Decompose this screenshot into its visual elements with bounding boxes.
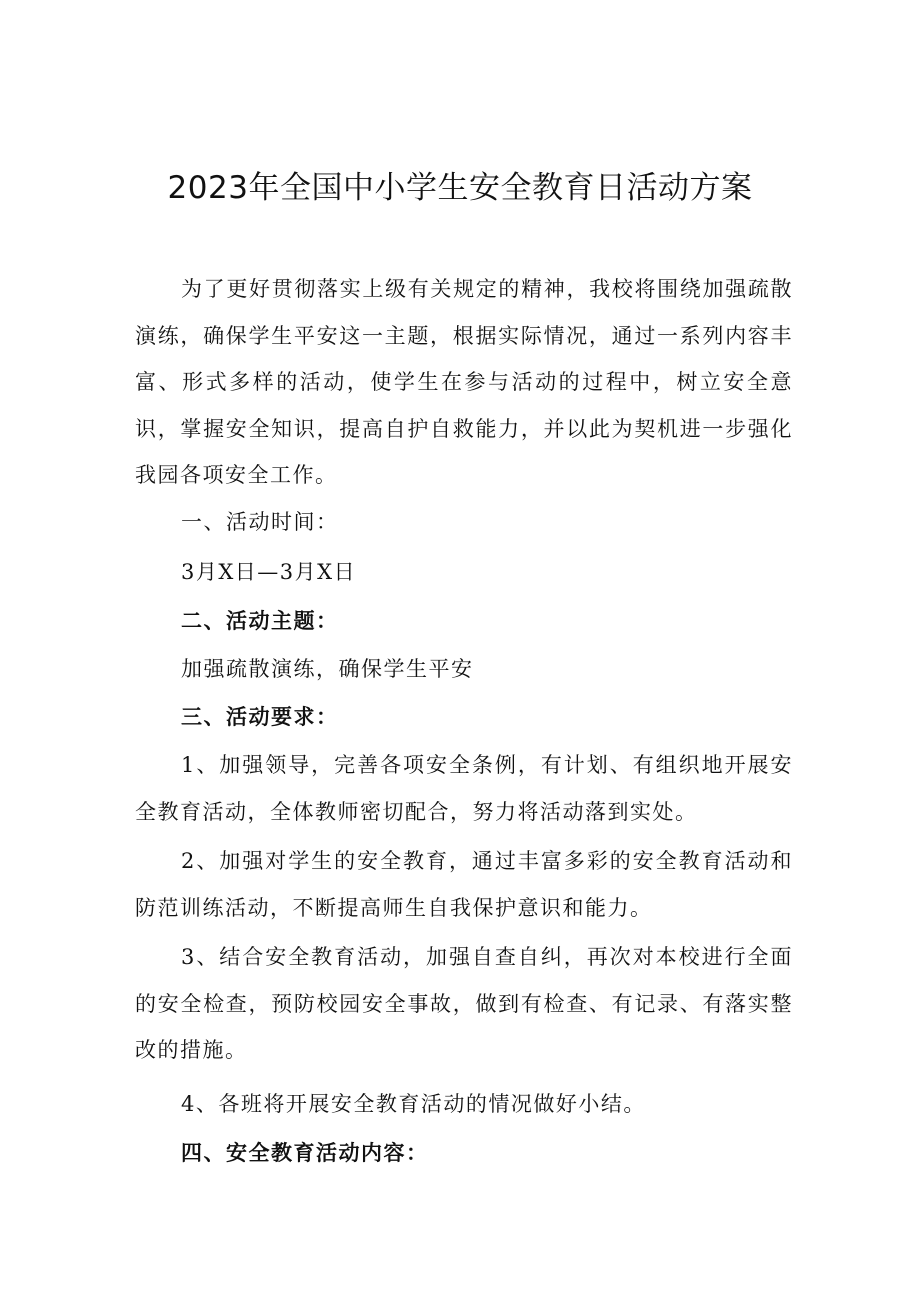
list-item: 4、各班将开展安全教育活动的情况做好小结。 [181,1092,646,1116]
list-item: 3、结合安全教育活动，加强自查自纠，再次对本校进行全面的安全检查，预防校园安全事故，做到有检查、有记录、有落实整改的措施。 [135,945,793,1062]
list-item: 2、加强对学生的安全教育，通过丰富多彩的安全教育活动和防范训练活动，不断提高师生自我保护意识和能力。 [135,849,793,920]
section2-heading: 二、活动主题： [181,609,339,633]
section3-heading: 三、活动要求： [181,705,339,729]
section1-heading: 一、活动时间： [181,510,339,534]
section1-content: 3月X日—3月X日 [181,560,357,584]
list-item: 1、加强领导，完善各项安全条例，有计划、有组织地开展安全教育活动，全体教师密切配合，努力将活动落到实处。 [135,753,793,824]
intro-paragraph: 为了更好贯彻落实上级有关规定的精神，我校将围绕加强疏散演练，确保学生平安这一主题，根据实际情况，通过一系列内容丰富、形式多样的活动，使学生在参与活动的过程中，树立安全意识，掌握安全知识，提高自护自救能力，并以此为契机进一步强化我园各项安全工作。 [135,277,793,487]
section4-heading: 四、安全教育活动内容： [181,1141,429,1165]
document-title: 2023年全国中小学生安全教育日活动方案 [167,170,753,206]
section2-content: 加强疏散演练，确保学生平安 [181,657,474,681]
